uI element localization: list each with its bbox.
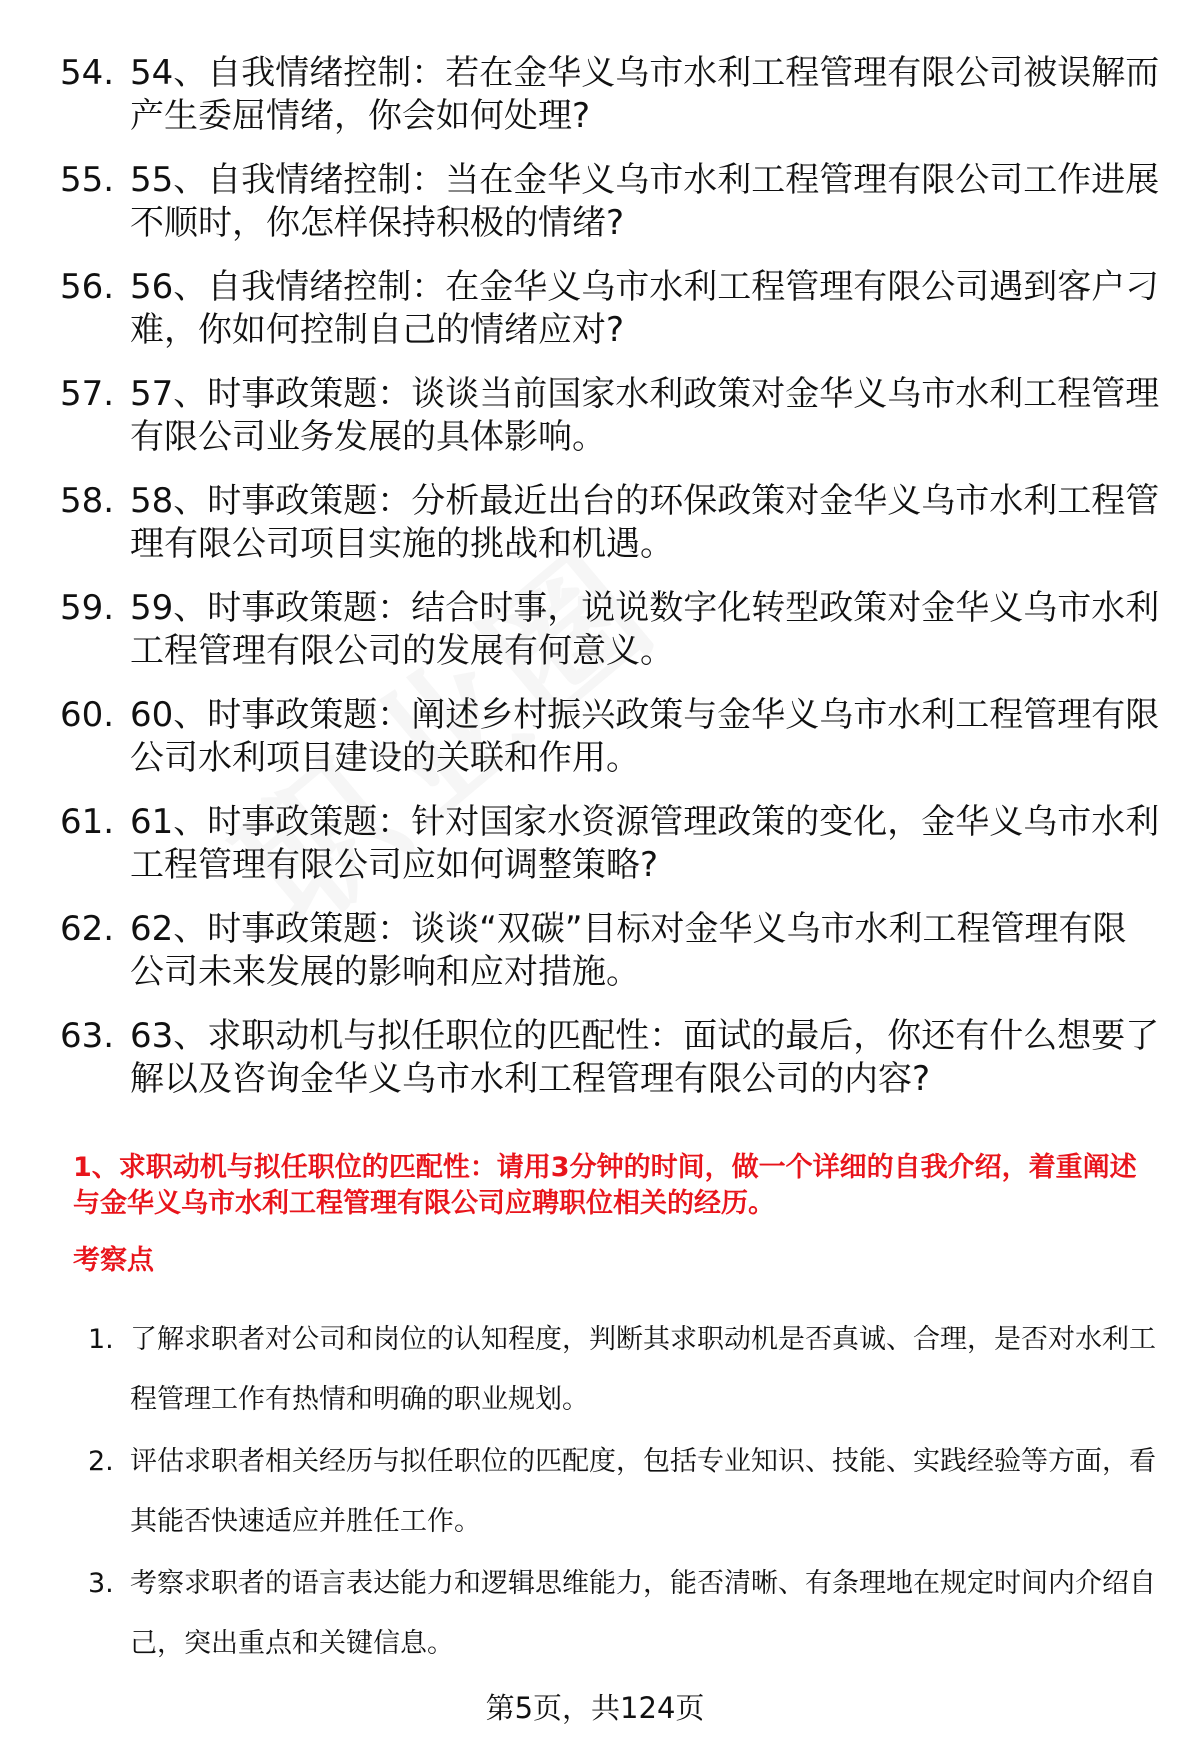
list-item [88, 1554, 1156, 1674]
list-item-number: 63. [60, 1016, 115, 1056]
list-item-number: 58. [60, 481, 115, 521]
list-item-number: 62. [60, 909, 115, 949]
list-item-text: 62、时事政策题：谈谈“双碳”目标对金华义乌市水利工程管理有限公司未来发展的影响和应对措施。 [130, 909, 1127, 992]
list-item-number: 55. [60, 160, 115, 200]
list-item [60, 587, 1160, 673]
assessment-points [88, 1310, 1156, 1676]
list-item-number: 1. [88, 1324, 114, 1355]
list-item-text: 63、求职动机与拟任职位的匹配性：面试的最后，你还有什么想要了解以及咨询金华义乌市水利工程管理有限公司的内容? [130, 1016, 1160, 1099]
list-item [60, 373, 1160, 459]
list-item-text: 61、时事政策题：针对国家水资源管理政策的变化，金华义乌市水利工程管理有限公司应如何调整策略? [130, 802, 1160, 885]
list-item [60, 480, 1160, 566]
list-item [60, 908, 1160, 994]
list-item-text: 了解求职者对公司和岗位的认知程度，判断其求职动机是否真诚、合理，是否对水利工程管理工作有热情和明确的职业规划。 [130, 1324, 1156, 1415]
list-item-number: 56. [60, 267, 115, 307]
list-item-text: 59、时事政策题：结合时事，说说数字化转型政策对金华义乌市水利工程管理有限公司的发展有何意义。 [130, 588, 1160, 671]
list-item-number: 3. [88, 1568, 114, 1599]
list-item-number: 60. [60, 695, 115, 735]
list-item-number: 57. [60, 374, 115, 414]
list-item-text: 55、自我情绪控制：当在金华义乌市水利工程管理有限公司工作进展不顺时，你怎样保持积极的情绪? [130, 160, 1160, 243]
list-item-text: 58、时事政策题：分析最近出台的环保政策对金华义乌市水利工程管理有限公司项目实施的挑战和机遇。 [130, 481, 1160, 564]
list-item-text: 考察求职者的语言表达能力和逻辑思维能力，能否清晰、有条理地在规定时间内介绍自己，突出重点和关键信息。 [130, 1568, 1156, 1659]
list-item [60, 52, 1160, 138]
question-list [60, 52, 1160, 1122]
list-item [60, 159, 1160, 245]
list-item [60, 801, 1160, 887]
list-item-number: 61. [60, 802, 115, 842]
section-title: 考察点 [73, 1245, 154, 1276]
list-item-text: 54、自我情绪控制：若在金华义乌市水利工程管理有限公司被误解而产生委屈情绪，你会如何处理? [130, 53, 1160, 136]
list-item-number: 54. [60, 53, 115, 93]
list-item [60, 266, 1160, 352]
list-item-text: 60、时事政策题：阐述乡村振兴政策与金华义乌市水利工程管理有限公司水利项目建设的关联和作用。 [130, 695, 1160, 778]
list-item [88, 1432, 1156, 1552]
list-item-number: 2. [88, 1446, 114, 1477]
list-item-text: 56、自我情绪控制：在金华义乌市水利工程管理有限公司遇到客户刁难，你如何控制自己的情绪应对? [130, 267, 1160, 350]
list-item-text: 57、时事政策题：谈谈当前国家水利政策对金华义乌市水利工程管理有限公司业务发展的具体影响。 [130, 374, 1160, 457]
highlighted-question: 1、求职动机与拟任职位的匹配性：请用3分钟的时间，做一个详细的自我介绍，着重阐述与金华义乌市水利工程管理有限公司应聘职位相关的经历。 [73, 1152, 1137, 1219]
list-item-number: 59. [60, 588, 115, 628]
page-footer: 第5页，共124页 [485, 1691, 705, 1725]
list-item [60, 1015, 1160, 1101]
list-item [60, 694, 1160, 780]
list-item [88, 1310, 1156, 1430]
list-item-text: 评估求职者相关经历与拟任职位的匹配度，包括专业知识、技能、实践经验等方面，看其能否快速适应并胜任工作。 [130, 1446, 1156, 1537]
